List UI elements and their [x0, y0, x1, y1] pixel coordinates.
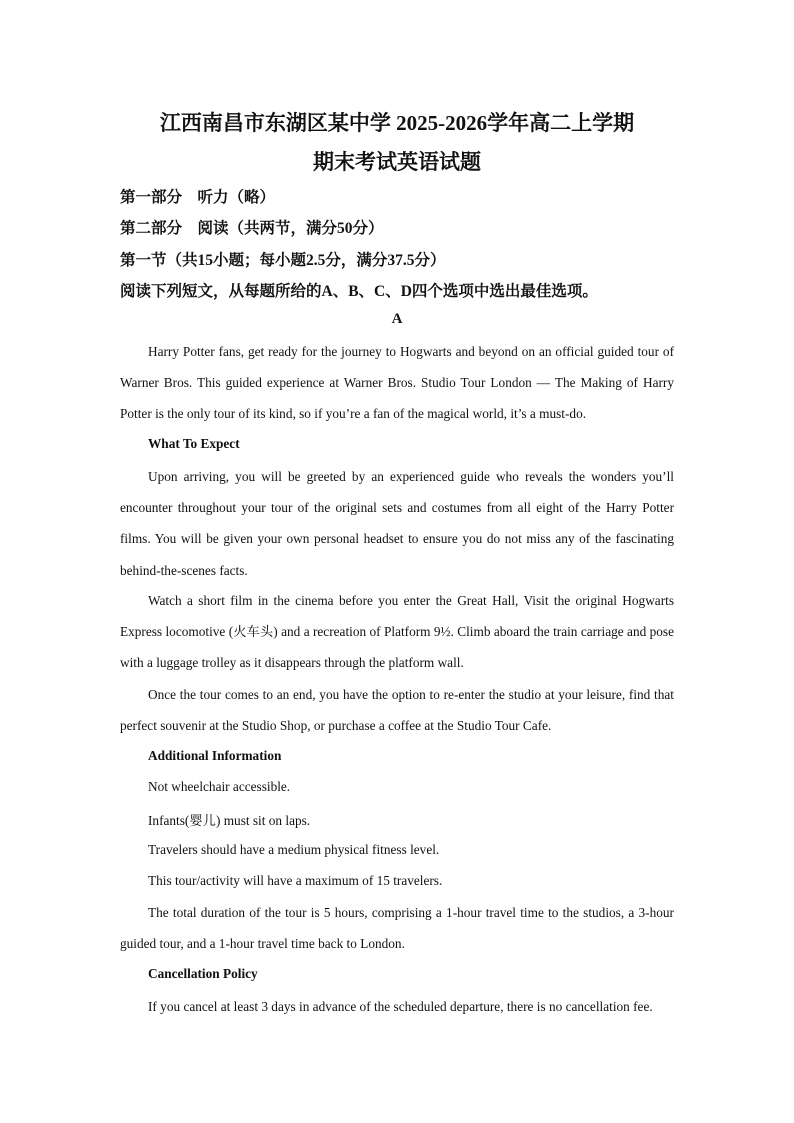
- additional-item: Travelers should have a medium physical fitness level.: [148, 842, 440, 857]
- what-paragraph-2: Watch a short film in the cinema before you enter the Great Hall, Visit the original Hogwarts Express locomotive (火车头) and a recreation of Platform 9½. Climb aboard the train carriage and pose with a luggage trolley as it disappears through the platform wall.: [120, 593, 674, 671]
- intro-paragraph: Harry Potter fans, get ready for the journey to Hogwarts and beyond on an official guided tour of Warner Bros. This guided experience at Warner Bros. Studio Tour London — The Making of Harry Potter is the only tour of its kind, so if you’re a fan of the magical world, it’s a must-do.: [120, 344, 674, 422]
- cancellation-paragraph: If you cancel at least 3 days in advance of the scheduled departure, there is no cancellation fee.: [148, 999, 653, 1014]
- section-1-heading: 第一节（共15小题；每小题2.5分，满分37.5分）: [120, 252, 446, 269]
- additional-item: Not wheelchair accessible.: [148, 779, 291, 794]
- passage-label: A: [391, 311, 403, 327]
- duration-paragraph: The total duration of the tour is 5 hours, comprising a 1-hour travel time to the studios, a 3-hour guided tour, and a 1-hour travel time back to London.: [120, 905, 674, 952]
- part-2-heading: 第二部分 阅读（共两节，满分50分）: [120, 220, 384, 237]
- what-paragraph-3: Once the tour comes to an end, you have the option to re-enter the studio at your leisure, find that perfect souvenir at the Studio Shop, or purchase a coffee at the Studio Tour Cafe.: [120, 687, 674, 734]
- exam-title-line-1: 江西南昌市东湖区某中学 2025-2026学年高二上学期: [159, 111, 635, 135]
- exam-title-line-2: 期末考试英语试题: [313, 150, 481, 174]
- what-to-expect-heading: What To Expect: [148, 436, 240, 451]
- additional-item: Infants(婴儿) must sit on laps.: [148, 813, 311, 828]
- part-1-heading: 第一部分 听力（略）: [120, 189, 276, 206]
- what-paragraph-1: Upon arriving, you will be greeted by an experienced guide who reveals the wonders you’ll encounter throughout your tour of the original sets and costumes from all eight of the Harry Potter films. You will be given your own personal headset to ensure you do not miss any of the fascinating behind-the-scenes facts.: [120, 469, 674, 578]
- additional-item: This tour/activity will have a maximum of 15 travelers.: [148, 873, 443, 888]
- cancellation-heading: Cancellation Policy: [148, 966, 258, 981]
- instruction-text: 阅读下列短文，从每题所给的A、B、C、D四个选项中选出最佳选项。: [120, 283, 598, 300]
- additional-info-heading: Additional Information: [148, 748, 282, 763]
